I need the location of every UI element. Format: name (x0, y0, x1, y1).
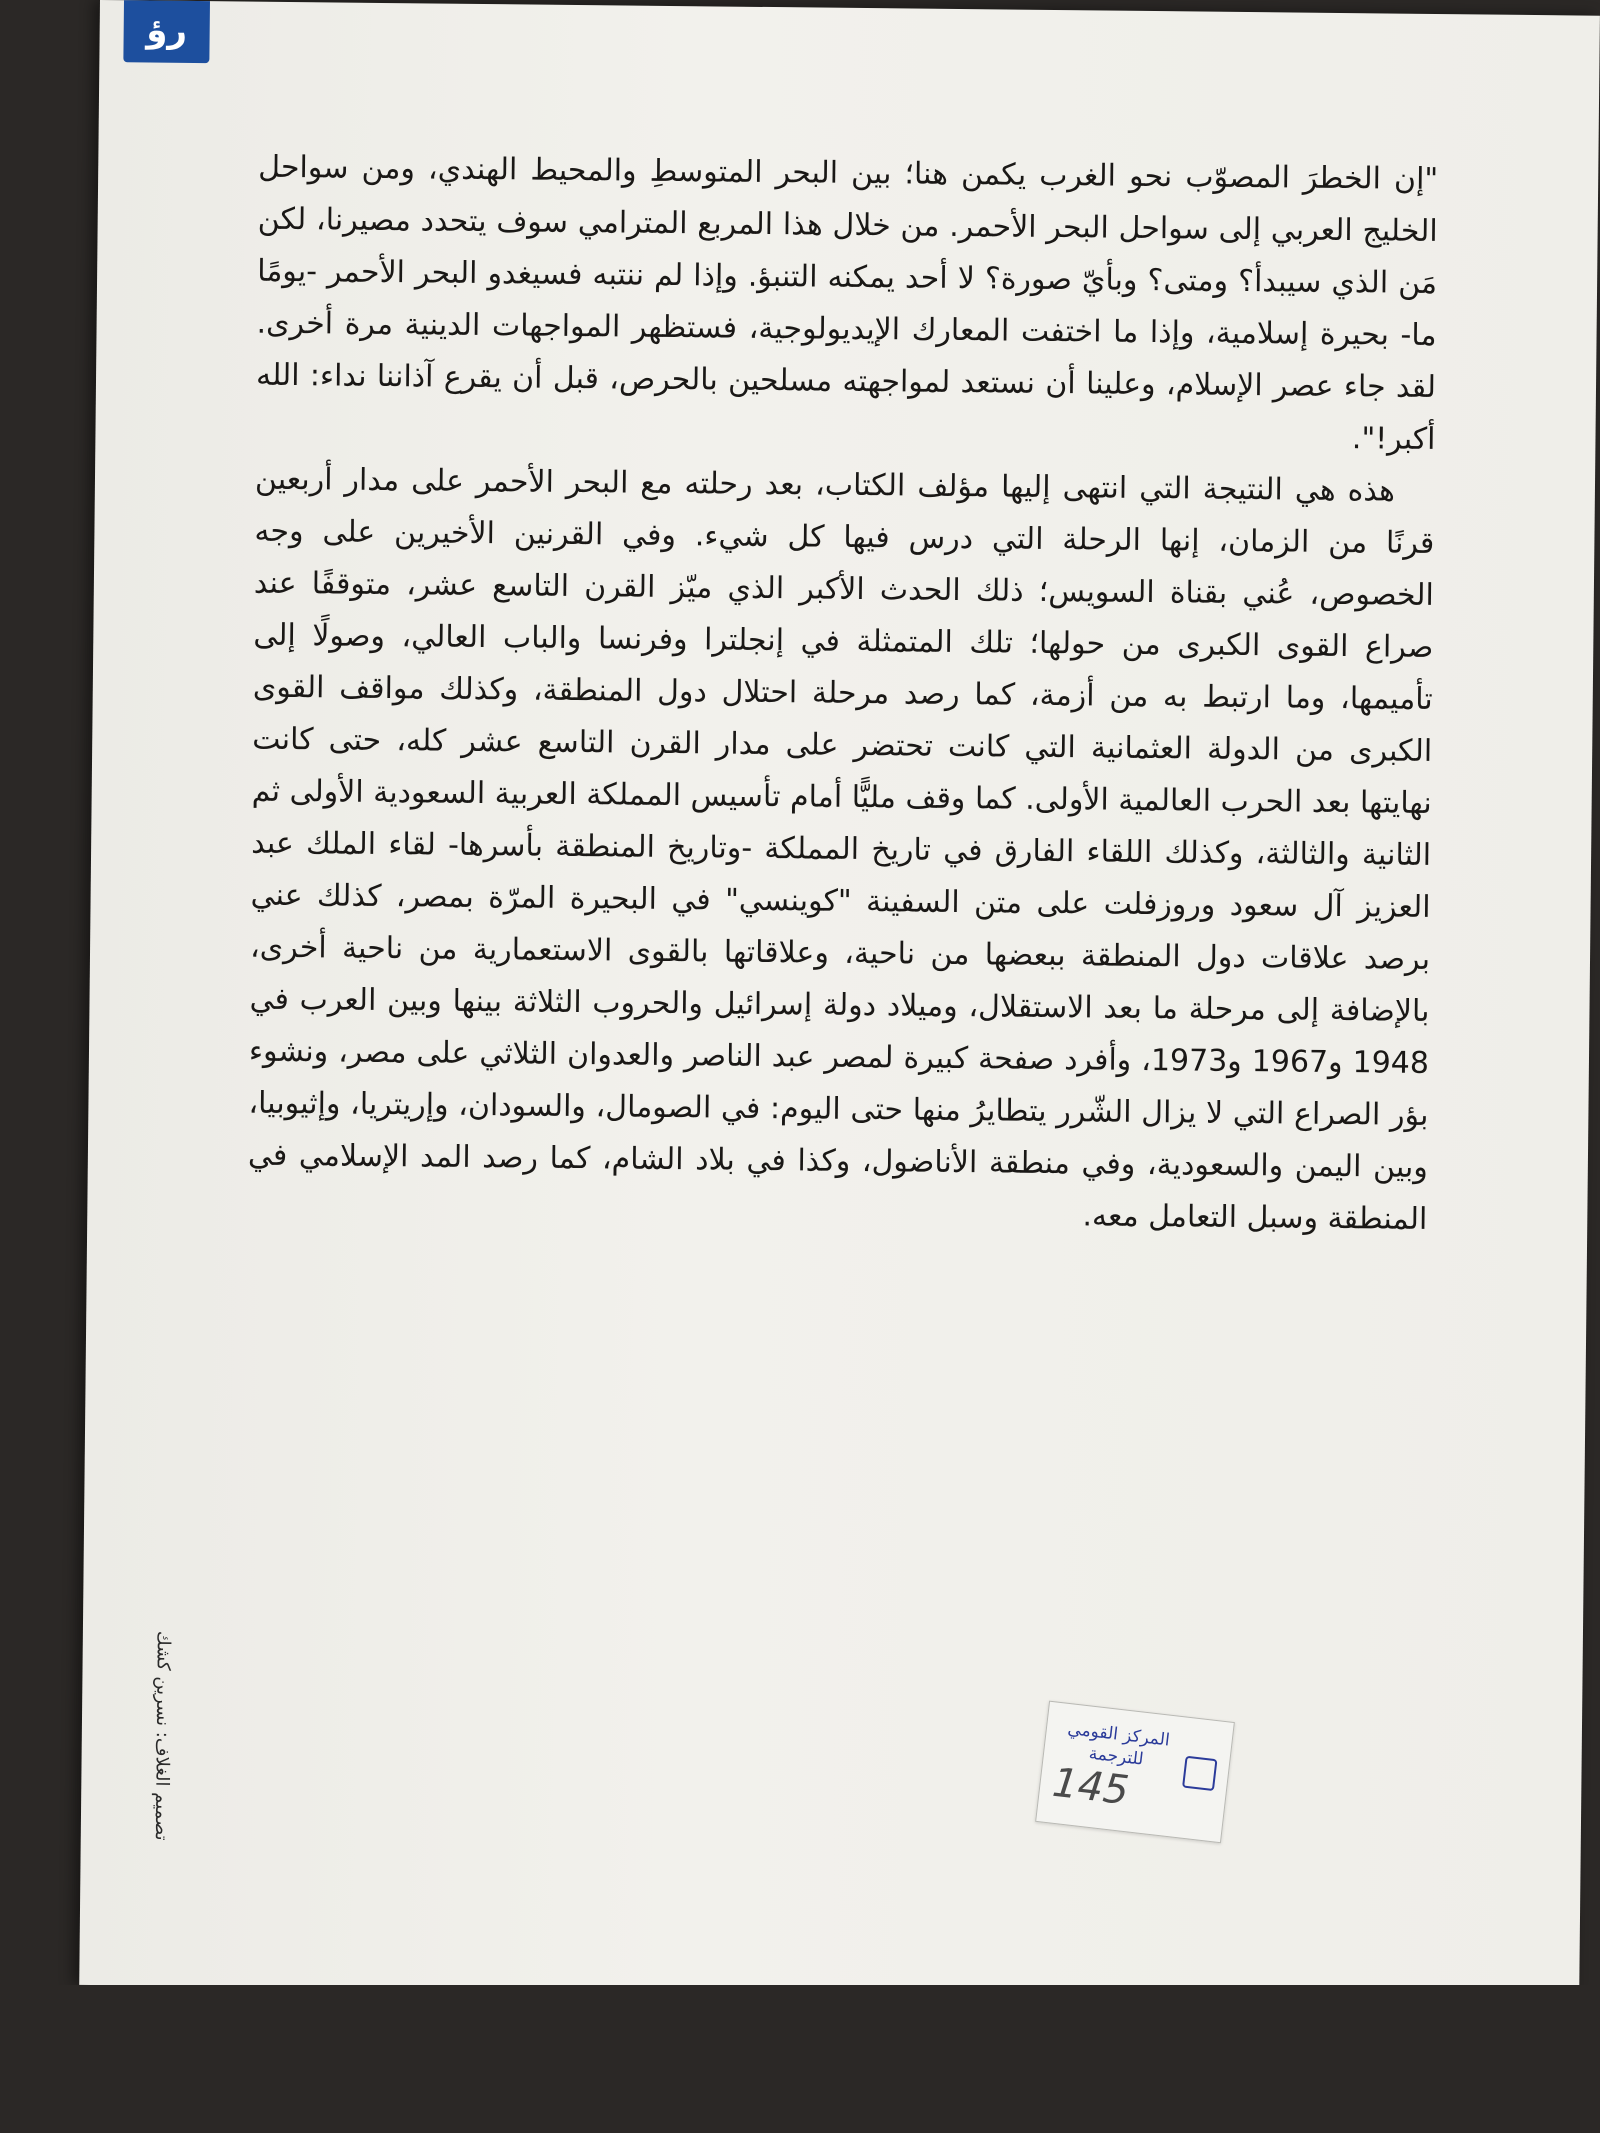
publisher-logo (123, 0, 210, 63)
cover-design-credit: تصميم الغلاف: نسرين كشك (150, 1630, 174, 1841)
price-value: 145 (1050, 1759, 1132, 1815)
blurb-text (247, 142, 1438, 1246)
price-sticker-label: المركز القومي للترجمة (1066, 1718, 1171, 1770)
price-sticker (1035, 1701, 1235, 1844)
quote-paragraph: "إن الخطرَ المصوّب نحو الغرب يكمن هنا؛ بين البحر المتوسطِ والمحيط الهندي، ومن سواحل الخليج العربي إلى سواحل البحر الأحمر. من خلال هذا المربع المترامي سوف يتحدد مصيرنا، لكن مَن الذي سيبدأ؟ ومتى؟ وبأيّ صورة؟ لا أحد يمكنه التنبؤ. وإذا لم ننتبه فسيغدو البحر الأحمر -يومًا ما- بحيرة إسلامية، وإذا ما اختفت المعارك الإيديولوجية، فستظهر المواجهات الدينية مرة أخرى. لقد جاء عصر الإسلام، وعلينا أن نستعد لمواجهته مسلحين بالحرص، قبل أن يقرع آذاننا نداء: الله أكبر!". (255, 149, 1439, 458)
summary-paragraph: هذه هي النتيجة التي انتهى إليها مؤلف الكتاب، بعد رحلته مع البحر الأحمر على مدار أربعين قرنًا من الزمان، إنها الرحلة التي درس فيها كل شيء. وفي القرنين الأخيرين على وجه الخصوص، عُني بقناة السويس؛ ذلك الحدث الأكبر الذي ميّز القرن التاسع عشر، متوقفًا عند صراع القوى الكبرى من حولها؛ تلك المتمثلة في إنجلترا وفرنسا والباب العالي، وصولًا إلى تأميمها، وما ارتبط به من أزمة، كما رصد مرحلة احتلال دول المنطقة، وكذلك مواقف القوى الكبرى من الدولة العثمانية التي كانت تحتضر على مدار القرن التاسع عشر كله، حتى كانت نهايتها بعد الحرب العالمية الأولى. كما وقف مليًّا أمام تأسيس المملكة العربية السعودية الأولى ثم الثانية والثالثة، وكذلك اللقاء الفارق في تاريخ المملكة -وتاريخ المنطقة بأسرها- لقاء الملك عبد العزيز آل سعود وروزفلت على متن السفينة "كوينسي" في البحيرة المرّة بمصر، كذلك عني برصد علاقات دول المنطقة ببعضها من ناحية، وعلاقاتها بالقوى الاستعمارية من ناحية أخرى، بالإضافة إلى مرحلة ما بعد الاستقلال، وميلاد دولة إسرائيل والحروب الثلاثة بينها وبين العرب في 1948 و1967 و1973، وأفرد صفحة كبيرة لمصر عبد الناصر والعدوان الثلاثي على مصر، ونشوء بؤر الصراع التي لا يزال الشّرر يتطايرُ منها حتى اليوم: في الصومال، والسودان، وإريتريا، وإثيوبيا، وبين اليمن والسعودية، وفي منطقة الأناضول، وكذا في بلاد الشام، كما رصد المد الإسلامي في المنطقة وسبل التعامل معه. (247, 461, 1435, 1237)
book-back-cover (79, 0, 1600, 2001)
table-surface (0, 1985, 1600, 2133)
publisher-stamp-icon (1182, 1756, 1217, 1791)
publisher-logo-mark: رؤ (146, 10, 188, 51)
